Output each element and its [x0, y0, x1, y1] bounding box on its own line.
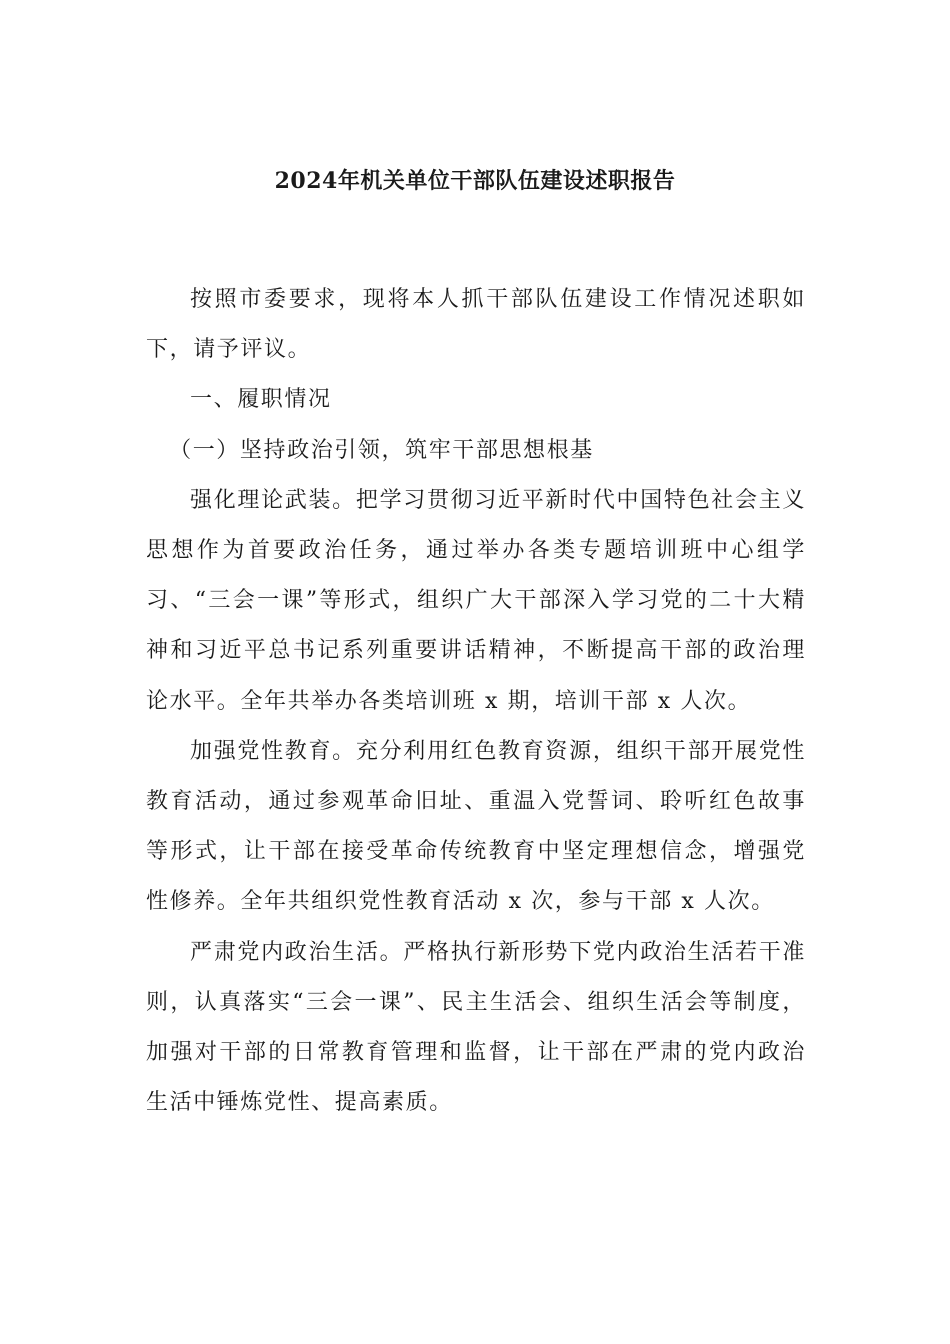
section-heading-performance: 一、履职情况: [190, 387, 332, 413]
paragraph-party-education: 加强党性教育。充分利用红色教育资源，组织干部开展党性教育活动，通过参观革命旧址、重温入党誓词、聆听红色故事等形式，让干部在接受革命传统教育中坚定理想信念，增强党性修养。全年共组织党性教育活动 x 次，参与干部 x 人次。: [146, 738, 806, 915]
document-title: 2024年机关单位干部队伍建设述职报告: [274, 168, 676, 194]
subsection-heading-political-guidance: （一）坚持政治引领，筑牢干部思想根基: [169, 437, 594, 463]
intro-paragraph: 按照市委要求，现将本人抓干部队伍建设工作情况述职如下，请予评议。: [146, 287, 806, 363]
document-body: [146, 275, 806, 1128]
paragraph-theory-study: 强化理论武装。把学习贯彻习近平新时代中国特色社会主义思想作为首要政治任务，通过举办各类专题培训班中心组学习、“三会一课”等形式，组织广大干部深入学习党的二十大精神和习近平总书记系列重要讲话精神，不断提高干部的政治理论水平。全年共举办各类培训班 x 期，培训干部 x 人次。: [146, 487, 806, 714]
paragraph-political-life: 严肃党内政治生活。严格执行新形势下党内政治生活若干准则，认真落实“三会一课”、民主生活会、组织生活会等制度，加强对干部的日常教育管理和监督，让干部在严肃的党内政治生活中锤炼党性、提高素质。: [146, 939, 806, 1116]
